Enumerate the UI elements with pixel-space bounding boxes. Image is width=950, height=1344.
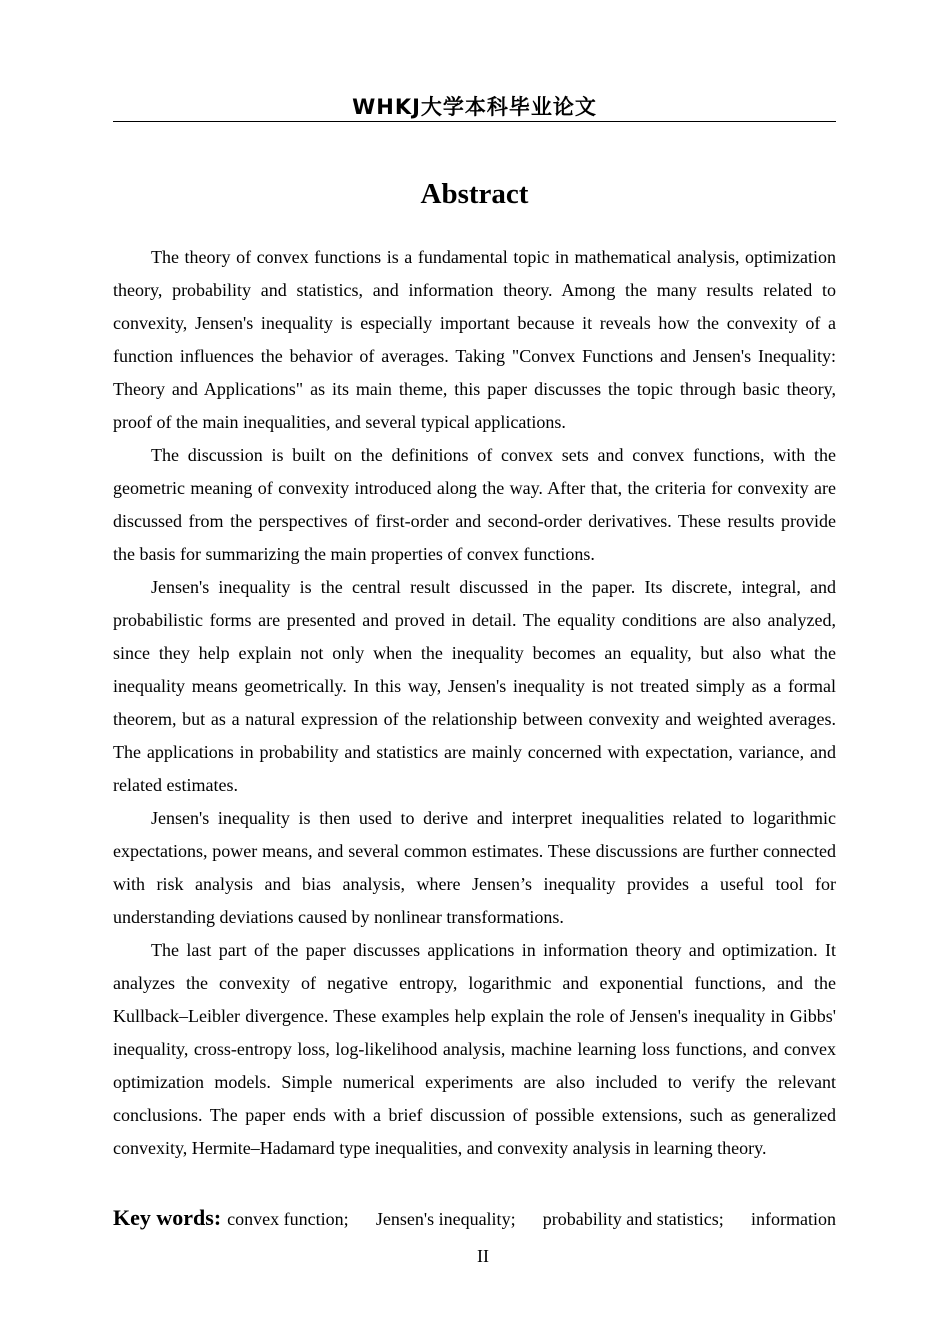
abstract-paragraph-5: The last part of the paper discusses applications in information theory and optimization. It analyzes the convexity of negative entropy, logarithmic and exponential functions, and the Kullback–Leibler divergence. These examples help explain the role of Jensen's inequality in Gibbs' inequality, cross-entropy loss, log-likelihood analysis, machine learning loss functions, and convex optimization models. Simple numerical experiments are also included to verify the relevant conclusions. The paper ends with a brief discussion of possible extensions, such as generalized convexity, Hermite–Hadamard type inequalities, and convexity analysis in learning theory.: [113, 940, 836, 1158]
running-header: WHKJ大学本科毕业论文: [352, 95, 597, 119]
abstract-paragraph-3: Jensen's inequality is the central result discussed in the paper. Its discrete, integral, and probabilistic forms are presented and proved in detail. The equality conditions are also analyzed, since they help explain not only when the inequality becomes an equality, but also what the inequality means geometrically. In this way, Jensen's inequality is not treated simply as a formal theorem, but as a natural expression of the relationship between convexity and weighted averages. The applications in probability and statistics are mainly concerned with expectation, variance, and related estimates.: [113, 577, 836, 795]
abstract-paragraph-2: The discussion is built on the definitions of convex sets and convex functions, with the geometric meaning of convexity introduced along the way. After that, the criteria for convexity are discussed from the perspectives of first-order and second-order derivatives. These results provide the basis for summarizing the main properties of convex functions.: [113, 445, 836, 564]
keyword-item: Jensen's inequality;: [375, 1209, 516, 1229]
keyword-item: convex function;: [227, 1209, 349, 1229]
abstract-paragraph-1: The theory of convex functions is a fundamental topic in mathematical analysis, optimization theory, probability and statistics, and information theory. Among the many results related to convexity, Jensen's inequality is especially important because it reveals how the convexity of a function influences the behavior of averages. Taking "Convex Functions and Jensen's Inequality: Theory and Applications" as its main theme, this paper discusses the topic through basic theory, proof of the main inequalities, and several typical applications.: [113, 247, 836, 432]
abstract-title: Abstract: [420, 178, 529, 210]
keywords-line: [113, 1201, 836, 1236]
abstract-paragraph-4: Jensen's inequality is then used to derive and interpret inequalities related to logarithmic expectations, power means, and several common estimates. These discussions are further connected with risk analysis and bias analysis, where Jensen’s inequality provides a useful tool for understanding deviations caused by nonlinear transformations.: [113, 808, 836, 927]
page-number: II: [477, 1246, 489, 1266]
keyword-item: probability and statistics;: [542, 1209, 724, 1229]
keywords-label: Key words:: [113, 1205, 222, 1230]
keyword-item: information: [751, 1209, 836, 1229]
abstract-body: [113, 241, 836, 1165]
header-rule: [113, 121, 836, 122]
